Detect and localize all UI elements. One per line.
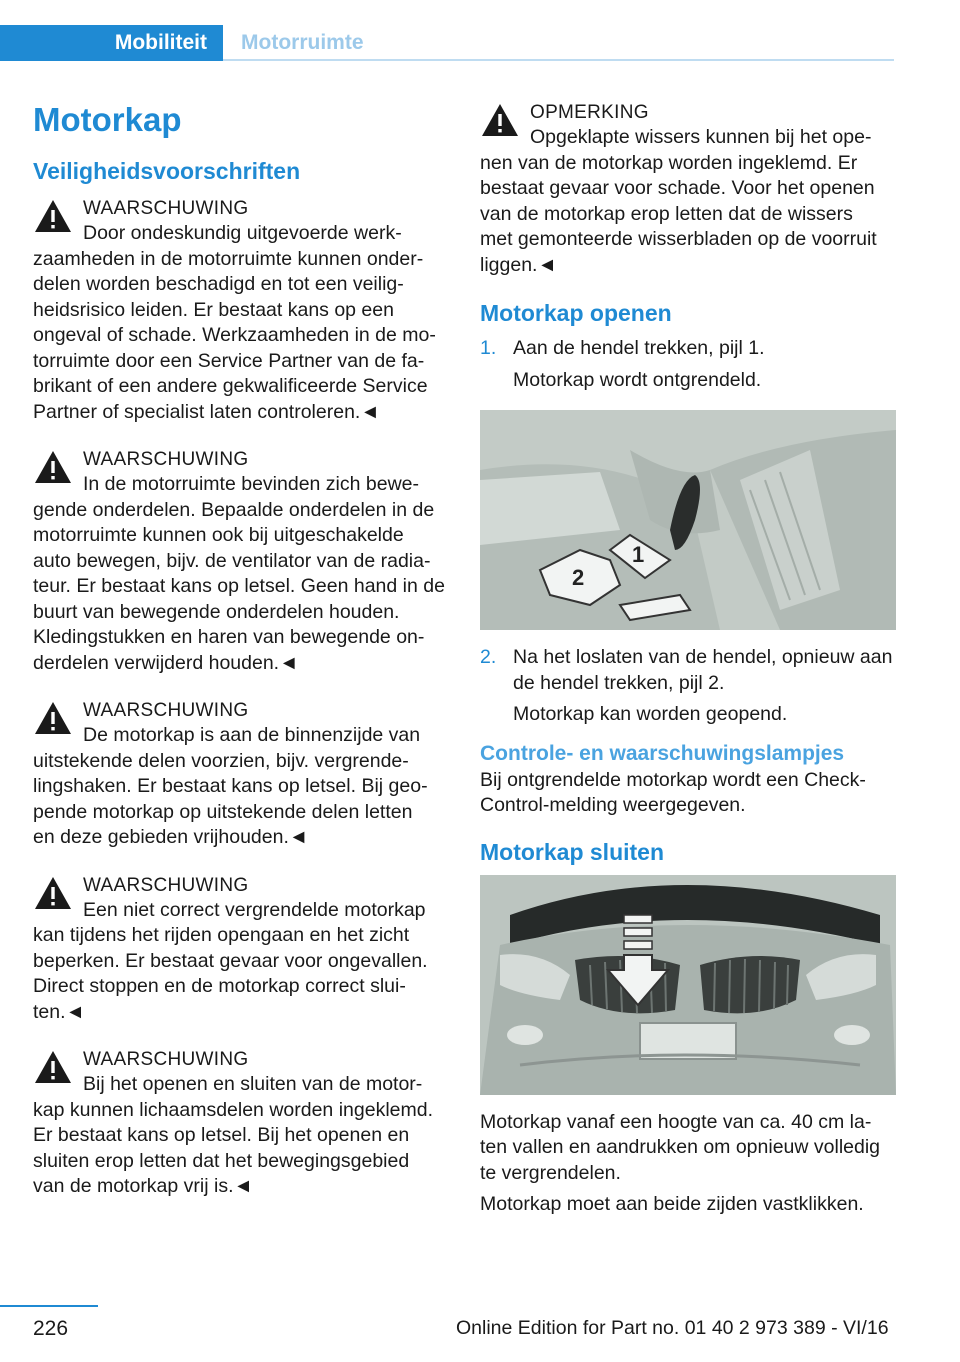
warning-title: WAARSCHUWING bbox=[83, 198, 249, 219]
warning-title: WAARSCHUWING bbox=[83, 874, 249, 896]
hood-closing-illustration bbox=[480, 875, 896, 1095]
warning-first-line: Bij het openen en sluiten van de motor- bbox=[83, 1073, 423, 1095]
warning-line: Direct stoppen en de motorkap correct slui- bbox=[33, 975, 406, 997]
warning-line: uitstekende delen voorzien, bijv. vergrende- bbox=[33, 749, 409, 772]
warning-triangle-icon bbox=[480, 102, 520, 138]
note-title: OPMERKING bbox=[530, 102, 649, 123]
step-2 bbox=[480, 645, 896, 728]
page-header bbox=[0, 25, 894, 61]
warning-body bbox=[33, 472, 448, 676]
step-2-result: Motorkap kan worden geopend. bbox=[513, 703, 788, 725]
warning-block bbox=[33, 698, 448, 851]
warning-block bbox=[33, 1047, 448, 1200]
note-first-line: Opgeklapte wissers kunnen bij het ope- bbox=[530, 126, 872, 148]
note-line: nen van de motorkap worden ingeklemd. Er bbox=[480, 151, 858, 174]
lamps-line-1: Bij ontgrendelde motorkap wordt een Check- bbox=[480, 768, 866, 791]
warning-block bbox=[33, 873, 448, 1026]
close-line: ten vallen en aandrukken om opnieuw volledig bbox=[480, 1136, 881, 1158]
right-column bbox=[480, 100, 896, 1218]
note-block bbox=[480, 100, 896, 278]
warning-title: WAARSCHUWING bbox=[83, 700, 249, 721]
warning-line: en deze gebieden vrijhouden.◄ bbox=[33, 826, 309, 848]
warning-line: van de motorkap vrij is.◄ bbox=[33, 1175, 253, 1197]
warning-line: pende motorkap op uitstekende delen letten bbox=[33, 800, 413, 823]
hood-release-lever-illustration bbox=[480, 410, 896, 630]
left-column bbox=[33, 100, 448, 1200]
warning-triangle-icon bbox=[33, 449, 73, 485]
figure-label-1: 1 bbox=[632, 542, 645, 567]
warning-first-line: Door ondeskundig uitgevoerde werk- bbox=[83, 222, 402, 244]
tab-motorruimte[interactable]: Motorruimte bbox=[241, 31, 364, 54]
step-1 bbox=[480, 336, 896, 393]
note-line: van de motorkap erop letten dat de wissers bbox=[480, 202, 853, 225]
warning-line: buurt van bewegende onderdelen houden. bbox=[33, 600, 400, 623]
warning-line: beperken. Er bestaat gevaar voor ongevallen. bbox=[33, 949, 428, 972]
warning-line: brikant of een andere gekwalificeerde Service bbox=[33, 375, 428, 397]
hood-closing-figure bbox=[480, 875, 896, 1095]
warning-block bbox=[33, 447, 448, 676]
warning-line: Kledingstukken en haren van bewegende on- bbox=[33, 626, 425, 648]
warning-line: torruimte door een Service Partner van de fa- bbox=[33, 349, 425, 372]
footer-rule bbox=[0, 1305, 98, 1307]
warning-triangle-icon bbox=[33, 875, 73, 911]
step-1-text: Aan de hendel trekken, pijl 1. bbox=[513, 337, 765, 359]
note-line: bestaat gevaar voor schade. Voor het openen bbox=[480, 177, 875, 199]
warning-body bbox=[33, 898, 448, 1026]
close-line: Motorkap vanaf een hoogte van ca. 40 cm la- bbox=[480, 1110, 872, 1133]
warning-line: kap kunnen lichaamsdelen worden ingeklemd. bbox=[33, 1098, 433, 1121]
warning-line: auto bewegen, bijv. de ventilator van de radia- bbox=[33, 549, 431, 572]
note-line: met gemonteerde wisserbladen op de voorruit bbox=[480, 228, 877, 250]
warning-body bbox=[33, 1072, 448, 1200]
warning-line: delen worden beschadigd en tot een veilig- bbox=[33, 273, 404, 295]
figure-label-2: 2 bbox=[572, 565, 585, 590]
hood-release-lever-figure bbox=[480, 410, 896, 630]
warning-triangle-icon bbox=[33, 1049, 73, 1085]
warning-line: teur. Er bestaat kans op letsel. Geen hand in de bbox=[33, 575, 445, 597]
warning-line: motorruimte kunnen ook bij uitgeschakelde bbox=[33, 524, 404, 546]
warning-line: ongeval of schade. Werkzaamheden in de mo- bbox=[33, 324, 436, 346]
warning-line: lingshaken. Er bestaat kans op letsel. Bij geo- bbox=[33, 775, 428, 797]
section-heading-close: Motorkap sluiten bbox=[480, 838, 665, 865]
warning-line: gende onderdelen. Bepaalde onderdelen in de bbox=[33, 498, 435, 521]
close-instructions bbox=[480, 1110, 896, 1187]
step-1-result: Motorkap wordt ontgrendeld. bbox=[513, 368, 762, 391]
lamps-line-2: Control-melding weergegeven. bbox=[480, 794, 746, 816]
warning-line: sluiten erop letten dat het bewegingsgebied bbox=[33, 1149, 410, 1172]
step-2-number: 2. bbox=[480, 646, 497, 668]
warning-line: kan tijdens het rijden opengaan en het zicht bbox=[33, 924, 410, 946]
section-heading-open: Motorkap openen bbox=[480, 300, 672, 326]
page-title: Motorkap bbox=[33, 101, 182, 138]
warning-first-line: Een niet correct vergrendelde motorkap bbox=[83, 898, 426, 921]
edition-info: Online Edition for Part no. 01 40 2 973 389 - VI/16 bbox=[456, 1317, 889, 1339]
warning-triangle-icon bbox=[33, 700, 73, 736]
step-2-line-2: de hendel trekken, pijl 2. bbox=[513, 671, 725, 694]
warning-line: ten.◄ bbox=[33, 1000, 85, 1023]
close-line: te vergrendelen. bbox=[480, 1161, 621, 1184]
warning-line: derdelen verwijderd houden.◄ bbox=[33, 651, 299, 674]
warning-line: heidsrisico leiden. Er bestaat kans op een bbox=[33, 298, 394, 321]
tab-mobiliteit[interactable]: Mobiliteit bbox=[0, 25, 223, 61]
header-rule bbox=[223, 59, 894, 61]
warning-line: zaamheden in de motorruimte kunnen onder- bbox=[33, 247, 424, 270]
warning-body bbox=[33, 221, 448, 425]
warning-line: Partner of specialist laten controleren.◄ bbox=[33, 400, 380, 423]
note-line: liggen.◄ bbox=[480, 253, 557, 276]
close-last-line: Motorkap moet aan beide zijden vastklikken. bbox=[480, 1193, 864, 1215]
section-heading-lamps: Controle- en waarschuwingslampjes bbox=[480, 741, 845, 765]
warning-first-line: De motorkap is aan de binnenzijde van bbox=[83, 724, 421, 746]
note-body bbox=[480, 125, 896, 278]
warning-triangle-icon bbox=[33, 198, 73, 234]
warning-title: WAARSCHUWING bbox=[83, 1049, 249, 1070]
page-number: 226 bbox=[33, 1317, 69, 1340]
warning-list bbox=[33, 196, 448, 1200]
warning-title: WAARSCHUWING bbox=[83, 449, 249, 470]
warning-line: Er bestaat kans op letsel. Bij het openen en bbox=[33, 1124, 410, 1146]
section-heading-safety: Veiligheidsvoorschriften bbox=[33, 158, 301, 184]
step-1-number: 1. bbox=[480, 337, 497, 359]
warning-body bbox=[33, 723, 448, 851]
warning-block bbox=[33, 196, 448, 425]
step-2-line-1: Na het loslaten van de hendel, opnieuw aan bbox=[513, 646, 893, 668]
warning-first-line: In de motorruimte bevinden zich bewe- bbox=[83, 473, 420, 495]
